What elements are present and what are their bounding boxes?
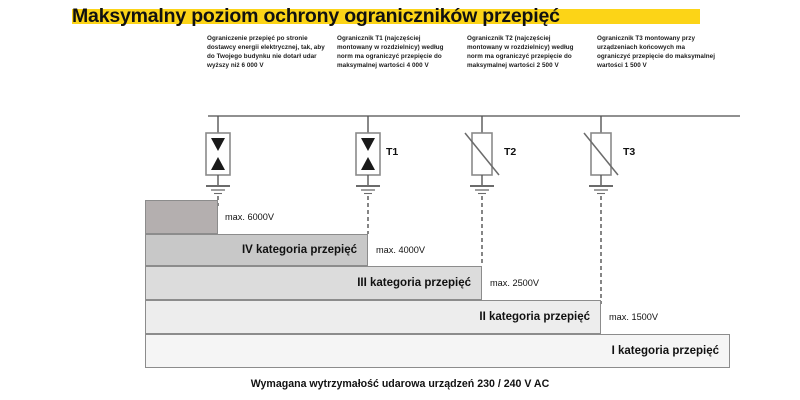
- step-2500-max: max. 2500V: [490, 278, 540, 288]
- note-supply-side: [207, 34, 325, 70]
- spd-t3-symbol: [584, 116, 618, 194]
- spd-t1-symbol: [356, 116, 380, 194]
- note-t2: [467, 34, 585, 70]
- step-2500-label: III kategoria przepięć: [357, 277, 471, 289]
- note-t3-value: wartości 1 500 V: [597, 62, 647, 70]
- spd-supply-symbol: [206, 116, 230, 194]
- note-t3-text: Ogranicznik T3 montowany przy urządzeniach końcowych ma ograniczyć przepięcie do maksymalnej: [597, 35, 715, 61]
- spd-t1-label: T1: [386, 146, 399, 158]
- spd-t2-label: T2: [504, 146, 517, 158]
- step-6000-max: max. 6000V: [225, 212, 275, 222]
- note-t1: [337, 34, 455, 70]
- note-t1-text: Ogranicznik T1 (najczęściej montowany w rozdzielnicy) według norm ma ograniczyć przepięcie do maksymalnej: [337, 35, 444, 70]
- note-t2-text: Ogranicznik T2 (najczęściej montowany w rozdzielnicy) według norm ma ograniczyć przepięcie do maksymalnej: [467, 35, 574, 70]
- step-1500: [145, 300, 601, 334]
- step-1500-label: II kategoria przepięć: [479, 311, 590, 323]
- spd-t2-symbol: [465, 116, 499, 194]
- note-t2-value: wartości 2 500 V: [508, 62, 559, 70]
- step-6000: [145, 200, 218, 234]
- note-supply-side-value: niż 6 000 V: [230, 62, 264, 70]
- note-t3: [597, 34, 715, 70]
- footer-caption: Wymagana wytrzymałość udarowa urządzeń 230 / 240 V AC: [250, 378, 550, 390]
- step-base: [145, 334, 730, 368]
- step-1500-max: max. 1500V: [609, 312, 659, 322]
- step-base-label: I kategoria przepięć: [611, 345, 719, 357]
- note-supply-side-text: Ograniczenie przepięć po stronie dostawcy energii elektrycznej, tak, aby do Twojego budynku nie dotarł udar wyższy: [207, 35, 325, 70]
- note-t1-value: wartości 4 000 V: [378, 62, 429, 70]
- spd-t3-label: T3: [623, 146, 636, 158]
- step-4000-label: IV kategoria przepięć: [241, 244, 357, 256]
- step-2500: [145, 266, 482, 300]
- page-title: [72, 4, 560, 28]
- title-text: Maksymalny poziom ochrony ograniczników przepięć: [72, 5, 560, 27]
- step-4000-max: max. 4000V: [376, 245, 426, 255]
- step-4000: [145, 234, 368, 266]
